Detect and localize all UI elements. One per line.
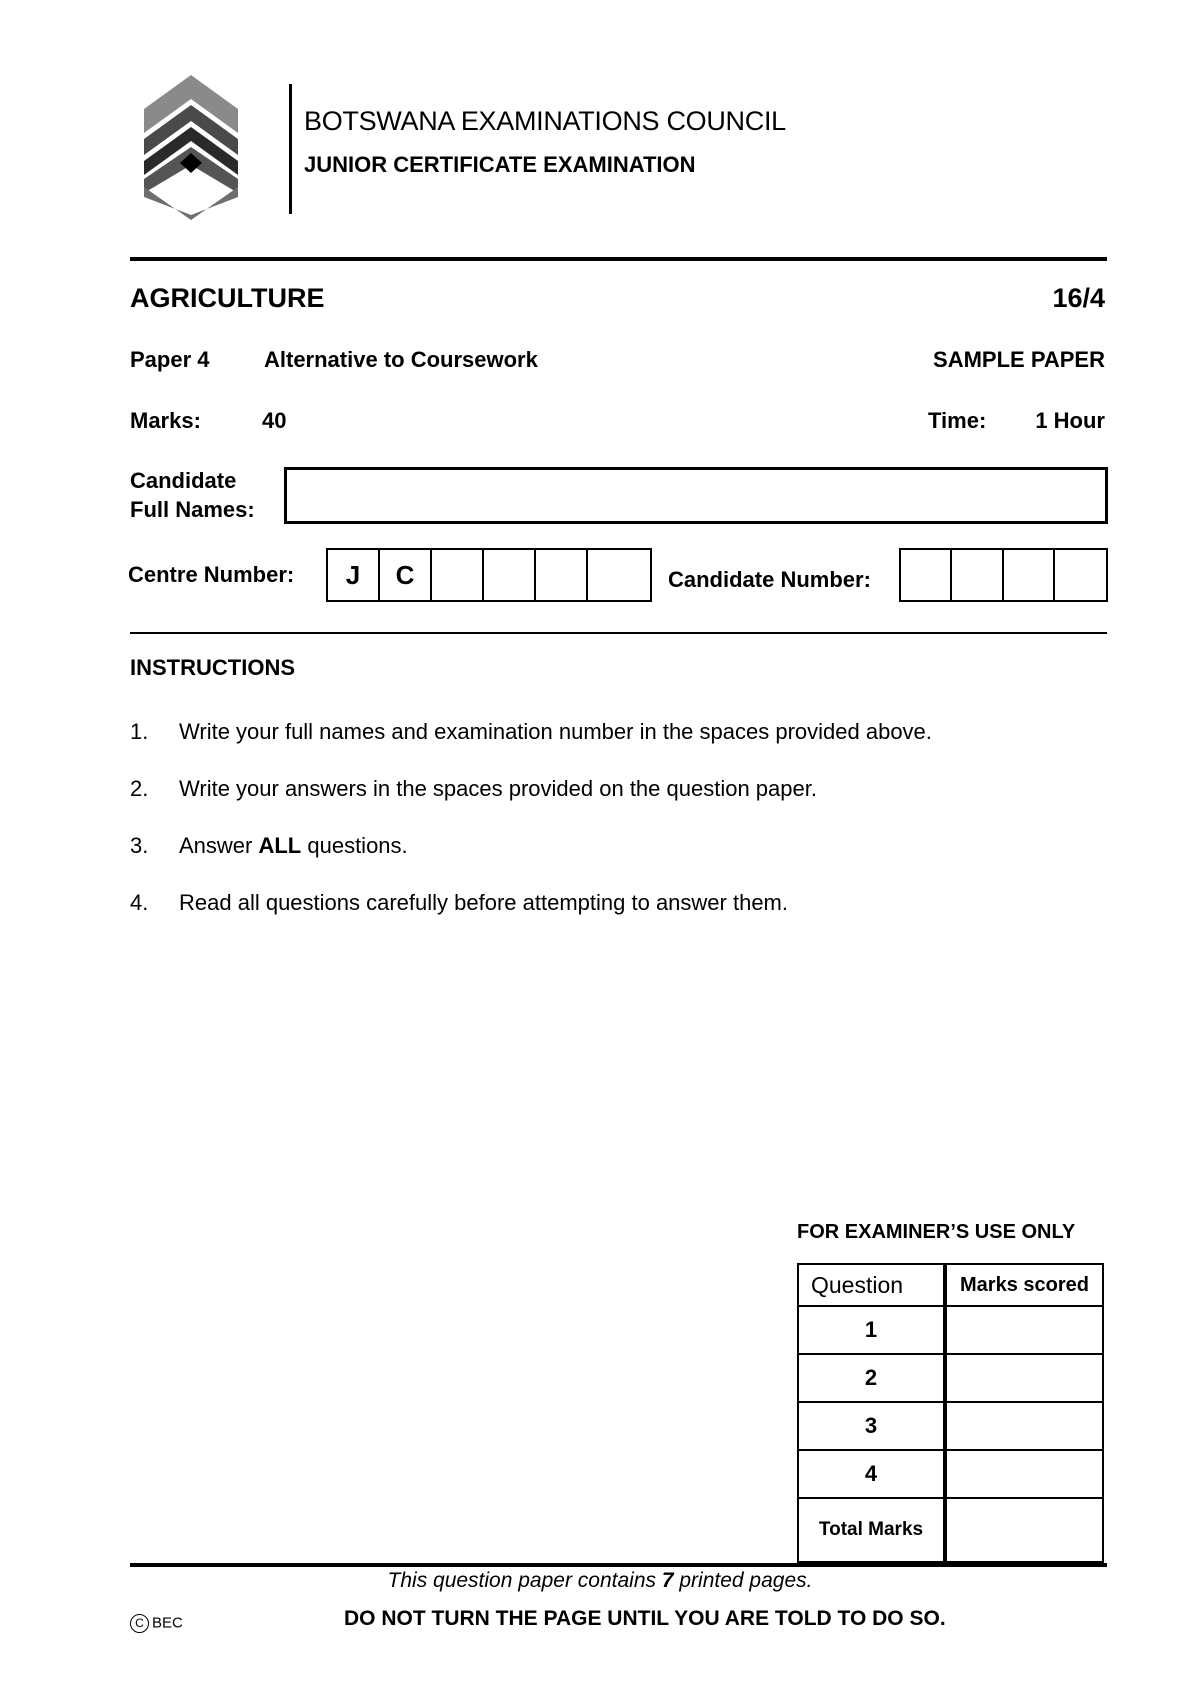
centre-box[interactable]: [536, 550, 588, 600]
bec-logo: [140, 75, 242, 220]
centre-box[interactable]: [432, 550, 484, 600]
page-count-note: [0, 1569, 1200, 1593]
paper-type: SAMPLE PAPER: [933, 347, 1105, 372]
total-label: Total Marks: [798, 1498, 945, 1562]
instruction-item: [130, 719, 932, 745]
page-count-text: This question paper contains: [387, 1569, 662, 1592]
instructions-heading: INSTRUCTIONS: [130, 655, 295, 680]
candidate-box[interactable]: [952, 550, 1003, 600]
table-row: [798, 1450, 1103, 1498]
marks-cell[interactable]: [945, 1450, 1103, 1498]
candidate-number-label: Candidate Number:: [668, 567, 871, 592]
table-header-row: [798, 1264, 1103, 1306]
question-number: 2: [798, 1354, 945, 1402]
marks-label: Marks:: [130, 408, 201, 433]
copyright: [130, 1614, 183, 1633]
copyright-owner: BEC: [152, 1614, 183, 1632]
page-count: 7: [661, 1569, 674, 1592]
candidate-number-boxes[interactable]: [899, 548, 1108, 602]
instruction-text: Answer: [179, 833, 259, 858]
total-marks-cell[interactable]: [945, 1498, 1103, 1562]
centre-number-label: Centre Number:: [128, 562, 295, 587]
question-number: 4: [798, 1450, 945, 1498]
time-value: 1 Hour: [1035, 408, 1105, 433]
page-count-text: printed pages.: [673, 1569, 813, 1592]
instruction-text: Write your answers in the spaces provided on the question paper.: [179, 776, 817, 801]
table-row: [798, 1354, 1103, 1402]
subject-code: 16/4: [1052, 283, 1105, 313]
instruction-number: 1.: [130, 719, 149, 744]
middle-rule: [130, 632, 1107, 634]
examiner-table: [797, 1263, 1104, 1563]
centre-box[interactable]: [588, 550, 640, 600]
examiner-heading: FOR EXAMINER’S USE ONLY: [797, 1221, 1076, 1243]
instruction-number: 2.: [130, 776, 149, 801]
total-row: [798, 1498, 1103, 1562]
instruction-item: [130, 890, 788, 916]
centre-box[interactable]: C: [380, 550, 432, 600]
instruction-item: [130, 833, 408, 859]
instruction-text: Write your full names and examination number in the spaces provided above.: [179, 719, 932, 744]
top-rule: [130, 257, 1107, 261]
candidate-names-label-1: Candidate: [130, 468, 237, 493]
centre-box[interactable]: J: [328, 550, 380, 600]
instruction-item: [130, 776, 817, 802]
marks-cell[interactable]: [945, 1354, 1103, 1402]
paper-title: Alternative to Coursework: [264, 347, 538, 372]
copyright-icon: C: [130, 1614, 149, 1633]
candidate-box[interactable]: [1004, 550, 1055, 600]
subject-title: AGRICULTURE: [130, 283, 325, 313]
paper-number: Paper 4: [130, 347, 210, 372]
centre-number-boxes[interactable]: [326, 548, 652, 602]
marks-cell[interactable]: [945, 1402, 1103, 1450]
column-marks: Marks scored: [945, 1264, 1103, 1306]
question-number: 1: [798, 1306, 945, 1354]
do-not-turn-warning: DO NOT TURN THE PAGE UNTIL YOU ARE TOLD TO DO SO.: [344, 1607, 946, 1630]
time-label: Time:: [928, 408, 987, 433]
instruction-emphasis: ALL: [258, 833, 302, 858]
instruction-text: Read all questions carefully before attempting to answer them.: [179, 890, 788, 915]
candidate-box[interactable]: [1055, 550, 1106, 600]
instruction-number: 3.: [130, 833, 149, 858]
organisation-name: BOTSWANA EXAMINATIONS COUNCIL: [304, 106, 786, 136]
header-divider: [289, 84, 292, 214]
instruction-text: questions.: [301, 833, 408, 858]
question-number: 3: [798, 1402, 945, 1450]
centre-box[interactable]: [484, 550, 536, 600]
marks-value: 40: [262, 408, 287, 433]
column-question: Question: [798, 1264, 945, 1306]
examination-name: JUNIOR CERTIFICATE EXAMINATION: [304, 152, 696, 177]
table-row: [798, 1306, 1103, 1354]
candidate-names-field[interactable]: [284, 467, 1108, 524]
candidate-box[interactable]: [901, 550, 952, 600]
instruction-number: 4.: [130, 890, 149, 915]
marks-cell[interactable]: [945, 1306, 1103, 1354]
table-row: [798, 1402, 1103, 1450]
bottom-rule: [130, 1563, 1107, 1567]
candidate-names-label-2: Full Names:: [130, 497, 255, 522]
